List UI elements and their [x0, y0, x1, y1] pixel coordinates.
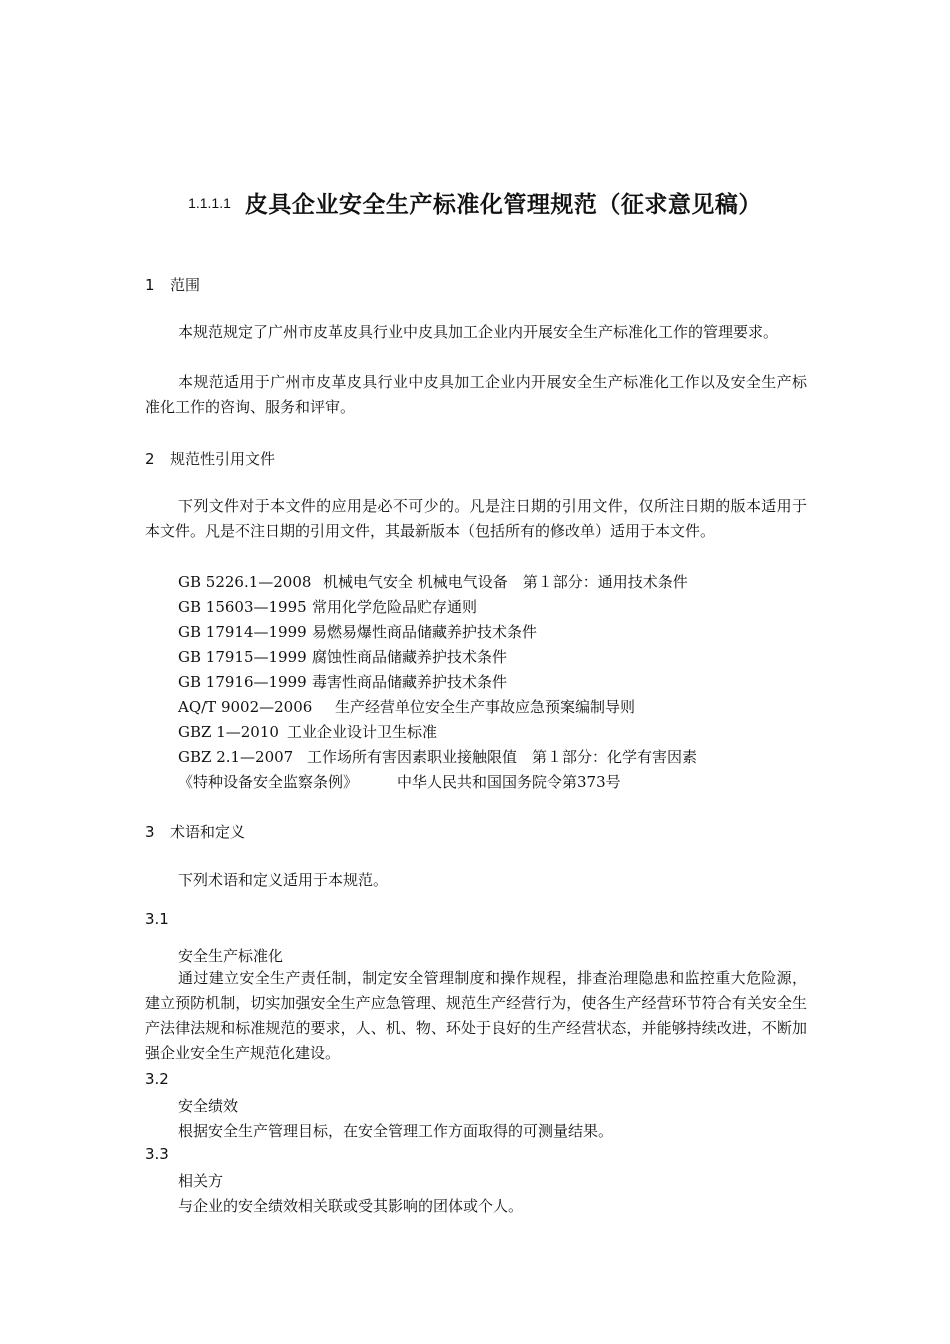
section-number: 2	[145, 450, 155, 468]
reference-code: GB 15603—1995	[178, 598, 307, 616]
section-title: 范围	[170, 276, 201, 294]
reference-code: AQ/T 9002—2006	[178, 698, 313, 716]
document-title	[0, 186, 950, 219]
reference-code: GBZ 2.1—2007	[178, 748, 294, 766]
paragraph: 下列文件对于本文件的应用是必不可少的。凡是注日期的引用文件，仅所注日期的版本适用于本文件。凡是不注日期的引用文件，其最新版本（包括所有的修改单）适用于本文件。	[145, 497, 807, 540]
reference-name: 中华人民共和国国务院令第373号	[397, 773, 621, 791]
term-title: 安全绩效	[178, 1097, 239, 1115]
term-definition: 与企业的安全绩效相关联或受其影响的团体或个人。	[178, 1197, 524, 1215]
reference-code: GB 17915—1999	[178, 648, 307, 666]
section-intro: 下列术语和定义适用于本规范。	[178, 871, 389, 889]
paragraph: 本规范适用于广州市皮革皮具行业中皮具加工企业内开展安全生产标准化工作以及安全生产标准化工作的咨询、服务和评审。	[145, 373, 807, 416]
paragraph: 本规范规定了广州市皮革皮具行业中皮具加工企业内开展安全生产标准化工作的管理要求。	[178, 323, 779, 341]
term-definition: 根据安全生产管理目标，在安全管理工作方面取得的可测量结果。	[178, 1122, 614, 1140]
section-2-heading	[145, 448, 275, 469]
reference-name: 易燃易爆性商品储藏养护技术条件	[312, 623, 538, 641]
reference-name: 毒害性商品储藏养护技术条件	[312, 673, 508, 691]
clause-number: 3.3	[145, 1145, 169, 1163]
term-definition: 通过建立安全生产责任制，制定安全管理制度和操作规程，排查治理隐患和监控重大危险源，建立预防机制，切实加强安全生产应急管理、规范生产经营行为，使各生产经营环节符合有关安全生产法律法规和标准规范的要求，人、机、物、环处于良好的生产经营状态，并能够持续改进，不断加强企业安全生产规范化建设。	[145, 969, 807, 1062]
reference-name: 腐蚀性商品储藏养护技术条件	[312, 648, 508, 666]
reference-code: GBZ 1—2010	[178, 723, 279, 741]
reference-item	[178, 670, 697, 695]
title-number: 1.1.1.1	[188, 195, 231, 211]
section-number: 1	[145, 276, 155, 294]
reference-name: 工业企业设计卫生标准	[287, 723, 438, 741]
term-title: 相关方	[178, 1172, 224, 1190]
reference-code: 《特种设备安全监察条例》	[178, 773, 359, 791]
section-3-heading	[145, 821, 245, 842]
reference-item	[178, 720, 697, 745]
reference-code: GB 17914—1999	[178, 623, 307, 641]
section-title: 规范性引用文件	[170, 450, 276, 468]
reference-list	[178, 570, 697, 795]
reference-item	[178, 745, 697, 770]
section-title: 术语和定义	[170, 823, 246, 841]
reference-name: 常用化学危险品贮存通则	[312, 598, 478, 616]
reference-name: 生产经营单位安全生产事故应急预案编制导则	[335, 698, 636, 716]
reference-code: GB 5226.1—2008	[178, 573, 312, 591]
reference-item	[178, 620, 697, 645]
reference-item	[178, 570, 697, 595]
clause-number: 3.1	[145, 910, 169, 928]
reference-name: 工作场所有害因素职业接触限值 第１部分：化学有害因素	[307, 748, 698, 766]
title-text: 皮具企业安全生产标准化管理规范（征求意见稿）	[244, 192, 762, 218]
reference-item	[178, 645, 697, 670]
reference-item	[178, 770, 697, 795]
term-title: 安全生产标准化	[178, 947, 284, 965]
clause-number: 3.2	[145, 1070, 169, 1088]
reference-code: GB 17916—1999	[178, 673, 307, 691]
reference-item	[178, 595, 697, 620]
section-number: 3	[145, 823, 155, 841]
section-1-heading	[145, 274, 200, 295]
reference-name: 机械电气安全 机械电气设备 第１部分：通用技术条件	[323, 573, 688, 591]
reference-item	[178, 695, 697, 720]
